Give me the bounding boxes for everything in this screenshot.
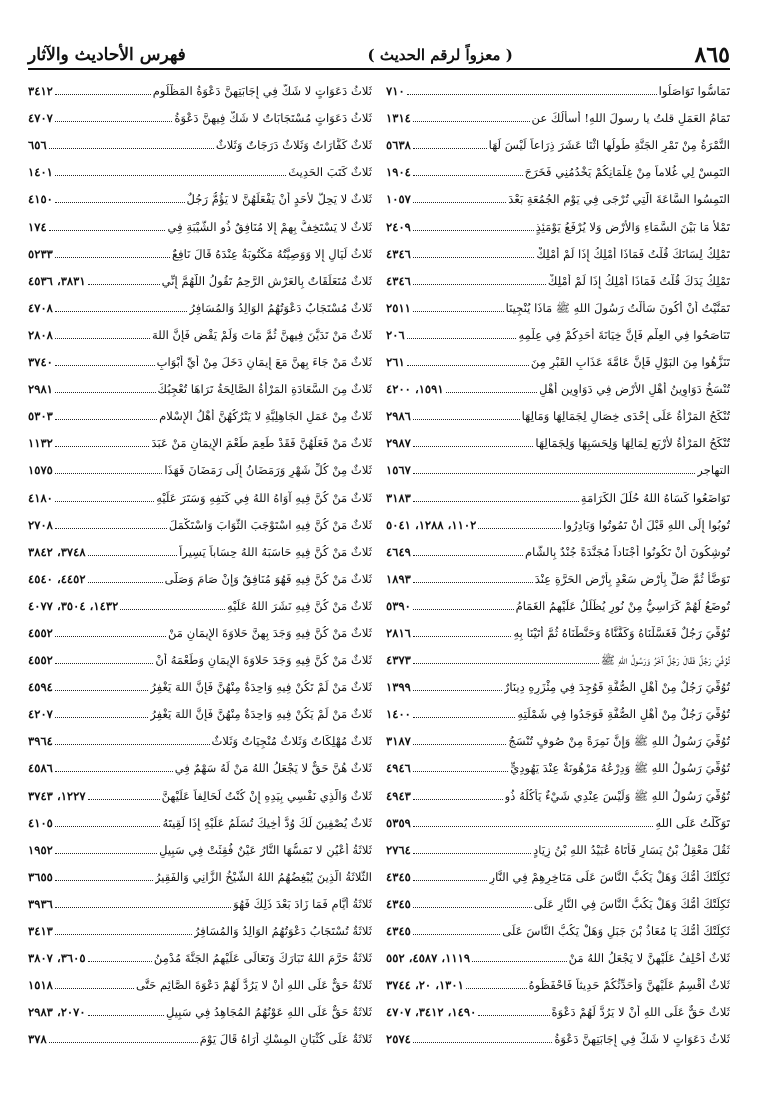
index-entry xyxy=(28,397,372,424)
index-entry xyxy=(28,939,372,966)
index-entry xyxy=(386,668,730,695)
dot-leader xyxy=(413,717,515,718)
hadith-number: ٤٥٨٦ xyxy=(28,761,53,776)
index-entry xyxy=(28,235,372,262)
hadith-incipit: ثَلاثٌ مَنْ كُنَّ فِيهِ اسْتَوْجَبَ الثَّوَابَ وَاسْتَكْمَلَ xyxy=(168,517,372,532)
hadith-incipit: تَمْلأُ مَا بَيْنَ السَّمَاءِ وَالأَرْضِ وَلا يُرْفَعُ يَوْمَئِذٍ xyxy=(535,219,730,234)
dot-leader xyxy=(472,961,567,962)
dot-leader xyxy=(413,555,523,556)
dot-leader xyxy=(55,419,157,420)
hadith-incipit: ثَلاثٌ كَفَّارَاتٌ وَثَلاثٌ دَرَجَاتٌ وَثَلاثٌ xyxy=(215,138,372,153)
hadith-incipit: ثَلاثٌ مِنْ عَمَلِ الجَاهِلِيَّةِ لا يَتْرُكُهُنَّ أَهْلُ الإِسْلامِ xyxy=(159,409,372,424)
hadith-number: ٣١٨٣ xyxy=(386,490,411,505)
hadith-number: ١٣٠١، ٢٠، ٣٧٤٤ xyxy=(386,978,464,993)
dot-leader xyxy=(413,744,506,745)
hadith-number: ٥٣٩٠ xyxy=(386,598,411,613)
dot-leader xyxy=(413,934,500,935)
hadith-number: ٤٥٥٢ xyxy=(28,625,53,640)
dot-leader xyxy=(413,799,503,800)
index-entry xyxy=(386,993,730,1020)
index-entry xyxy=(28,776,372,803)
dot-leader xyxy=(446,392,538,393)
index-entry xyxy=(386,749,730,776)
index-entry xyxy=(386,289,730,316)
dot-leader xyxy=(55,988,134,989)
index-entry xyxy=(28,533,372,560)
hadith-number: ١٠٥٧ xyxy=(386,192,411,207)
index-entry xyxy=(28,912,372,939)
index-entry xyxy=(386,858,730,885)
hadith-incipit: تُوُفِّيَ رَجُلٌ مِنْ أَهْلِ الصُّفَّةِ فَوَجَدُوا فِي شَمْلَتِهِ xyxy=(517,707,730,722)
index-entry xyxy=(28,831,372,858)
hadith-incipit: تُوضَعُ لَهُمْ كَرَاسِيُّ مِنْ نُورٍ يُظَلِّلُ عَلَيْهِمُ الغَمَامُ xyxy=(515,598,730,613)
index-entry xyxy=(386,478,730,505)
dot-leader xyxy=(55,257,170,258)
hadith-incipit: ثَلاثٌ مُسْتَجَابٌ دَعْوَتُهُمُ الوَالِدُ وَالمُسَافِرُ xyxy=(189,300,372,315)
hadith-number: ٤٣٤٥ xyxy=(386,896,411,911)
hadith-incipit: تَمَنَّيْتُ أَنْ أَكُونَ سَأَلْتُ رَسُولَ اللهِ ﷺ مَاذَا يُنْجِينَا xyxy=(505,300,730,315)
dot-leader xyxy=(55,202,185,203)
index-entry xyxy=(386,180,730,207)
dot-leader xyxy=(413,663,599,664)
hadith-incipit: ثَلاثٌ وَالَّذِي نَفْسِي بِيَدِهِ إِنْ كُنْتُ لَحَالِفاً عَلَيْهِنَّ xyxy=(161,788,372,803)
hadith-number: ٢٩٨٦ xyxy=(386,409,411,424)
dot-leader xyxy=(55,690,148,691)
hadith-incipit: تُوُفِّيَ رَجُلٌ مِنْ أَهْلِ الصُّفَّةِ فَوُجِدَ فِي مِئْزَرِهِ دِينَارٌ xyxy=(503,680,730,695)
index-entry xyxy=(28,451,372,478)
dot-leader xyxy=(55,446,149,447)
hadith-number: ٢٠٦ xyxy=(386,327,405,342)
hadith-number: ٤٣٤٥ xyxy=(386,869,411,884)
dot-leader xyxy=(55,311,187,312)
hadith-number: ٧١٠ xyxy=(386,84,405,99)
dot-leader xyxy=(55,501,154,502)
index-entry xyxy=(386,153,730,180)
index-entry xyxy=(386,641,730,668)
hadith-number: ١٤٩٠، ٣٤١٢، ٤٧٠٧ xyxy=(386,1005,477,1020)
hadith-incipit: تَنَاصَحُوا فِي العِلْمِ فَإِنَّ خِيَانَةَ أَحَدِكُمْ فِي عِلْمِهِ xyxy=(518,327,730,342)
hadith-number: ٤٧٠٧ xyxy=(28,111,53,126)
dot-leader xyxy=(49,230,166,231)
hadith-incipit: تَمْلِكُ يَدَكَ قُلْتُ فَمَاذَا أَمْلِكُ إِذَا لَمْ أَمْلِكْ xyxy=(547,273,730,288)
index-entry xyxy=(28,72,372,99)
index-entry xyxy=(28,614,372,641)
hadith-incipit: ثَلاثٌ مَنْ كُنَّ فِيهِ فَهُوَ مُنَافِقٌ وَإِنْ صَامَ وَصَلَّى xyxy=(164,571,372,586)
hadith-incipit: تَمَامُ العَمَلِ قلتُ يا رسولَ اللهِ! أَسأَلُكَ عن xyxy=(531,111,730,126)
hadith-incipit: ثَلاثٌ مَنْ كُنَّ فِيهِ آوَاهُ اللهُ فِي كَنَفِهِ وَسَتَرَ عَلَيْهِ xyxy=(156,490,372,505)
index-entry xyxy=(386,207,730,234)
dot-leader xyxy=(413,582,533,583)
hadith-incipit: تَمْلِكُ لِسَانَكَ قُلْتُ فَمَاذَا أَمْلِكُ إِذَا لَمْ أَمْلِكْ xyxy=(536,246,730,261)
hadith-number: ٤٣٤٦ xyxy=(386,273,411,288)
dot-leader xyxy=(55,473,162,474)
index-columns xyxy=(28,72,730,1072)
hadith-incipit: الثَّلاثَةُ الَّذِينَ يُبْغِضُهُمُ اللهُ الشَّيْخُ الزَّانِي وَالفَقِيرُ xyxy=(154,869,372,884)
hadith-number: ٢٠٧٠، ٢٩٨٣ xyxy=(28,1005,86,1020)
hadith-incipit: ثَلاثَةُ أَعْيُنٍ لا تَمَسُّهَا النَّارُ عَيْنٌ فُقِئَتْ فِي سَبِيلِ xyxy=(159,842,372,857)
dot-leader xyxy=(413,121,530,122)
index-entry xyxy=(28,126,372,153)
dot-leader xyxy=(88,1015,164,1016)
index-entry xyxy=(28,885,372,912)
dot-leader xyxy=(120,609,225,610)
index-entry xyxy=(386,776,730,803)
hadith-incipit: ثَكِلَتْكَ أُمُّكَ وَهَلْ يَكُبُّ النَّاسَ فِي النَّارِ عَلَى xyxy=(533,896,730,911)
hadith-number: ٣٤١٢ xyxy=(28,84,53,99)
index-entry xyxy=(28,560,372,587)
hadith-incipit: ثَقُلَ مَعْقِلُ بْنُ يَسَارٍ فَأَتَاهُ عُبَيْدُ اللهِ بْنُ زِيَادٍ xyxy=(533,842,730,857)
index-entry xyxy=(28,343,372,370)
index-entry xyxy=(386,804,730,831)
left-column xyxy=(28,72,372,1072)
dot-leader xyxy=(478,1015,549,1016)
dot-leader xyxy=(413,257,534,258)
dot-leader xyxy=(413,284,546,285)
hadith-number: ٥٦٣٨ xyxy=(386,138,411,153)
hadith-number: ١٤٠٠ xyxy=(386,707,411,722)
dot-leader xyxy=(413,853,531,854)
hadith-incipit: ثَلاثٌ مَنْ كُنَّ فِيهِ وَجَدَ حَلاوَةَ الإِيمَانِ وَطَعْمَهُ أَنْ xyxy=(155,653,372,668)
index-entry xyxy=(386,506,730,533)
hadith-incipit: ثَلاثَةٌ عَلَى كُثْبَانِ المِسْكِ أُرَاهُ قَالَ يَوْمَ xyxy=(199,1032,372,1047)
hadith-number: ٥٣٠٣ xyxy=(28,409,53,424)
hadith-number: ١٩٥٢ xyxy=(28,842,53,857)
hadith-number: ١٤٣٢، ٣٥٠٤، ٤٠٧٧ xyxy=(28,598,119,613)
hadith-number: ٣٩٣٦ xyxy=(28,896,53,911)
index-entry xyxy=(386,451,730,478)
dot-leader xyxy=(413,311,504,312)
dot-leader xyxy=(88,555,177,556)
hadith-incipit: تُوُفِّيَ رَسُولُ اللهِ ﷺ وَلَيْسَ عِنْدِي شَيْءٌ يَأْكُلُهُ ذُو xyxy=(504,788,730,803)
hadith-number: ٣٦٠٥، ٣٨٠٧ xyxy=(28,951,86,966)
hadith-number: ١٣٩٩ xyxy=(386,680,411,695)
dot-leader xyxy=(88,582,163,583)
index-entry xyxy=(28,207,372,234)
dot-leader xyxy=(55,717,148,718)
hadith-number: ٣٩٦٤ xyxy=(28,734,53,749)
dot-leader xyxy=(55,771,173,772)
hadith-incipit: ثَلاثُ دَعَوَاتٍ مُسْتَجَابَاتٌ لا شَكَّ فِيهِنَّ دَعْوَةُ xyxy=(174,111,372,126)
hadith-number: ١١٠٢، ١٢٨٨، ٥٠٤١ xyxy=(386,517,477,532)
hadith-incipit: ثَلاثَةٌ حَرَّمَ اللهُ تَبَارَكَ وَتَعَالَى عَلَيْهِمُ الجَنَّةَ مُدْمِنُ xyxy=(153,951,372,966)
hadith-incipit: التَمِسْ لِي غُلاماً مِنْ غِلْمَانِكُمْ يَخْدُمُنِي فَخَرَجَ xyxy=(524,165,730,180)
dot-leader xyxy=(413,175,523,176)
index-entry xyxy=(28,1020,372,1047)
index-entry xyxy=(386,533,730,560)
hadith-number: ٤٦٤٩ xyxy=(386,544,411,559)
right-column xyxy=(386,72,730,1072)
hadith-incipit: ثَلاثٌ مَنْ تَدَيَّنَ فِيهِنَّ ثُمَّ مَاتَ وَلَمْ يَقْضِ فَإِنَّ اللهَ xyxy=(152,327,372,342)
hadith-number: ٣٨٣١، ٤٥٣٦ xyxy=(28,273,86,288)
index-entry xyxy=(386,235,730,262)
hadith-number: ٢٥٧٤ xyxy=(386,1032,411,1047)
index-entry xyxy=(28,180,372,207)
index-entry xyxy=(28,804,372,831)
dot-leader xyxy=(413,501,579,502)
hadith-number: ٢٩٨٧ xyxy=(386,436,411,451)
index-entry xyxy=(28,966,372,993)
index-entry xyxy=(386,1020,730,1047)
hadith-incipit: التَمِسُوا السَّاعَةَ الَّتِي تُرْجَى فِي يَوْمِ الجُمُعَةِ بَعْدَ xyxy=(508,192,730,207)
index-entry xyxy=(28,587,372,614)
dot-leader xyxy=(55,121,173,122)
hadith-incipit: ثَلاثَةٌ حَقٌّ عَلَى اللهِ أَنْ لا يَرُدَّ لَهُمْ دَعْوَةَ الصَّائِمِ حَتَّى xyxy=(136,978,372,993)
hadith-number: ٢٦١ xyxy=(386,355,405,370)
hadith-number: ٤٤٥٢، ٤٥٤٠ xyxy=(28,571,86,586)
index-entry xyxy=(386,939,730,966)
dot-leader xyxy=(413,1042,552,1043)
dot-leader xyxy=(413,907,532,908)
dot-leader xyxy=(413,771,508,772)
index-entry xyxy=(386,126,730,153)
hadith-incipit: ثَلاثٌ مَنْ كُنَّ فِيهِ حَاسَبَهُ اللهُ حِسَاباً يَسِيراً xyxy=(179,544,372,559)
hadith-number: ١٥١٨ xyxy=(28,978,53,993)
index-entry xyxy=(386,966,730,993)
hadith-number: ٢٤٠٩ xyxy=(386,219,411,234)
hadith-number: ٤٢٠٧ xyxy=(28,707,53,722)
hadith-incipit: ثَلاثٌ مَنْ لَمْ يَكُنْ فِيهِ وَاحِدَةٌ مِنْهُنَّ فَإِنَّ اللهَ يَغْفِرُ xyxy=(150,707,372,722)
index-entry xyxy=(28,695,372,722)
hadith-number: ١٢٢٧، ٣٧٤٣ xyxy=(28,788,86,803)
hadith-incipit: تُنْكَحُ المَرْأَةُ عَلَى إِحْدَى خِصَالٍ لِجَمَالِهَا وَمَالِهَا xyxy=(521,409,730,424)
hadith-number: ٢٨٠٨ xyxy=(28,327,53,342)
hadith-number: ٢٨١٦ xyxy=(386,625,411,640)
page-number: ٨٦٥ xyxy=(694,42,730,68)
hadith-incipit: ثَلاثٌ مُهْلِكَاتٌ وَثَلاثٌ مُنْجِيَاتٌ وَثَلاثٌ xyxy=(211,734,372,749)
hadith-incipit: تَنَزَّهُوا مِنَ البَوْلِ فَإِنَّ عَامَّةَ عَذَابِ القَبْرِ مِنَ xyxy=(530,355,730,370)
hadith-incipit: ثَلاثٌ حَقٌّ عَلَى اللهِ أَنْ لا يَرُدَّ لَهُمْ دَعْوَةً xyxy=(551,1005,730,1020)
dot-leader xyxy=(55,94,151,95)
dot-leader xyxy=(55,663,153,664)
index-entry xyxy=(28,722,372,749)
hadith-incipit: تُنْكَحُ المَرْأَةُ لأَرْبَعٍ لِمَالِهَا وَلِحَسَبِهَا وَلِجَمَالِهَا xyxy=(535,436,730,451)
dot-leader xyxy=(407,338,517,339)
hadith-number: ٤٩٤٦ xyxy=(386,761,411,776)
dot-leader xyxy=(413,148,487,149)
hadith-number: ٣٤١٣ xyxy=(28,924,53,938)
dot-leader xyxy=(49,148,214,149)
hadith-incipit: ثَلاثٌ كَتَبَ الحَدِيثَ xyxy=(288,165,372,180)
index-entry xyxy=(28,316,372,343)
index-entry xyxy=(386,560,730,587)
hadith-number: ٥٢٣٣ xyxy=(28,246,53,261)
hadith-number: ٢٩٨١ xyxy=(28,382,53,397)
hadith-incipit: ثَكِلَتْكَ أُمُّكَ يَا مُعَاذُ بْنَ جَبَلٍ وَهَلْ يَكُبُّ النَّاسَ عَلَى xyxy=(502,924,730,938)
hadith-incipit: ثَلاثُ لَيَالٍ إِلا وَوَصِيَّتُهُ مَكْتُوبَةٌ عِنْدَهُ قَالَ نَافِعٌ xyxy=(171,246,372,261)
hadith-incipit: ثَلاثٌ مَنْ لَمْ تَكُنْ فِيهِ وَاحِدَةٌ مِنْهُنَّ فَإِنَّ اللهَ يَغْفِرُ xyxy=(150,680,372,695)
index-entry xyxy=(28,370,372,397)
hadith-incipit: تُوشِكُونَ أَنْ تَكُونُوا أَجْنَاداً مُجَنَّدَةً جُنْدٌ بِالشَّامِ xyxy=(525,544,730,559)
index-entry xyxy=(28,749,372,776)
hadith-incipit: تُوُفِّيَ رَسُولُ اللهِ ﷺ وَدِرْعُهُ مَرْهُونَةٌ عِنْدَ يَهُودِيٍّ xyxy=(510,761,730,776)
hadith-number: ٤٣٤٦ xyxy=(386,246,411,261)
hadith-number: ١٣١٤ xyxy=(386,111,411,126)
hadith-number: ١٤٠١ xyxy=(28,165,53,180)
hadith-incipit: ثَلاثٌ مَنْ كُنَّ فِيهِ وَجَدَ بِهِنَّ حَلاوَةَ الإِيمَانِ مَنْ xyxy=(167,625,372,640)
hadith-incipit: ثَلاثَةٌ تُسْتَجَابُ دَعْوَتُهُمُ الوَالِدُ وَالمُسَافِرُ xyxy=(193,924,372,938)
page-header xyxy=(28,42,730,68)
hadith-number: ١٨٩٣ xyxy=(386,571,411,586)
index-entry xyxy=(28,153,372,180)
dot-leader xyxy=(413,609,514,610)
header-rule xyxy=(28,68,730,70)
hadith-number: ٤١٨٠ xyxy=(28,490,53,505)
index-entry xyxy=(386,72,730,99)
hadith-number: ٥٣٥٩ xyxy=(386,815,411,830)
hadith-incipit: ثَلاثٌ مَنْ كُنَّ فِيهِ نَشَرَ اللهُ عَلَيْهِ xyxy=(226,598,372,613)
index-entry xyxy=(28,424,372,451)
hadith-incipit: ثَلاثٌ يُصْفِينَ لَكَ وُدَّ أَخِيكَ تُسَلِّمُ عَلَيْهِ إِذَا لَقِيتَهُ xyxy=(162,815,372,830)
dot-leader xyxy=(49,1042,198,1043)
hadith-number: ٣٦٥٥ xyxy=(28,869,53,884)
index-entry xyxy=(386,316,730,343)
dot-leader xyxy=(466,988,527,989)
dot-leader xyxy=(413,202,506,203)
index-entry xyxy=(28,641,372,668)
hadith-incipit: ثَلاثٌ مَنْ فَعَلَهُنَّ فَقَدْ طَعِمَ طَعْمَ الإِيمَانِ مَنْ عَبَدَ xyxy=(151,436,372,451)
hadith-incipit: ثَلاثٌ أُقْسِمُ عَلَيْهِنَّ وَأُحَدِّثُكُمْ حَدِيثاً فَاحْفَظُوهُ xyxy=(528,978,730,993)
dot-leader xyxy=(55,365,155,366)
hadith-number: ٤٧٠٨ xyxy=(28,300,53,315)
index-entry xyxy=(386,424,730,451)
hadith-number: ٤٣٤٥ xyxy=(386,924,411,938)
hadith-incipit: ثَكِلَتْكَ أُمُّكَ وَهَلْ يَكُبُّ النَّاسَ عَلَى مَنَاخِرِهِمْ فِي النَّارِ xyxy=(489,869,730,884)
hadith-number: ٤٥٥٢ xyxy=(28,653,53,668)
dot-leader xyxy=(55,880,153,881)
hadith-number: ١٩٠٤ xyxy=(386,165,411,180)
hadith-incipit: تُوبُوا إِلَى اللهِ قَبْلَ أَنْ تَمُوتُوا وَبَادِرُوا xyxy=(563,517,730,532)
index-title: فهرس الأحاديث والآثار xyxy=(28,45,186,65)
hadith-incipit: ثَلاثٌ أَحْلِفُ عَلَيْهِنَّ لا يَجْعَلُ اللهُ مَنْ xyxy=(568,951,730,966)
index-entry xyxy=(386,343,730,370)
hadith-number: ١١١٩، ٤٥٨٧، ٥٥٢ xyxy=(386,951,471,966)
hadith-incipit: تَمَاسُّوا تَوَاصَلُوا xyxy=(658,84,730,99)
index-entry xyxy=(28,262,372,289)
hadith-incipit: تُنْسَخُ دَوَاوِينُ أَهْلِ الأَرْضِ فِي دَوَاوِينِ أَهْلِ xyxy=(539,382,730,397)
hadith-number: ١٥٦٧ xyxy=(386,463,411,478)
hadith-incipit: ثَلاثٌ مِنَ السَّعَادَةِ المَرْأَةُ الصَّالِحَةُ تَرَاهَا تُعْجِبُكَ xyxy=(157,382,372,397)
hadith-incipit: ثَلاثٌ مِنْ كُلِّ شَهْرٍ وَرَمَضَانُ إِلَى رَمَضَانَ فَهَذَا xyxy=(164,463,372,478)
hadith-number: ٦٥٦ xyxy=(28,138,47,153)
dot-leader xyxy=(55,826,161,827)
hadith-incipit: ثَلاثٌ لا يَحِلُّ لأَحَدٍ أَنْ يَفْعَلَهُنَّ لا يَؤُمُّ رَجُلٌ xyxy=(186,192,372,207)
dot-leader xyxy=(407,94,657,95)
hadith-incipit: التَّمْرَةُ مِنْ تَمْرِ الجَنَّةِ طُولُها اثْنَا عَشَرَ ذِرَاعاً لَيْسَ لَهَا xyxy=(488,138,730,153)
dot-leader xyxy=(88,284,160,285)
hadith-incipit: تُوُفِّيَ رَجُلٌ فَقَالَ رَجُلٌ آخَرُ وَرَسُولُ اللهِ ﷺ xyxy=(600,653,730,668)
index-entry xyxy=(28,99,372,126)
index-entry xyxy=(386,912,730,939)
hadith-number: ١٥٧٥ xyxy=(28,463,53,478)
hadith-number: ٤١٠٥ xyxy=(28,815,53,830)
dot-leader xyxy=(88,961,152,962)
index-entry xyxy=(28,289,372,316)
hadith-incipit: تَوَكَّلْتُ عَلَى اللهِ xyxy=(655,815,730,830)
dot-leader xyxy=(478,528,561,529)
index-entry xyxy=(386,397,730,424)
hadith-number: ٤٥٩٤ xyxy=(28,680,53,695)
hadith-number: ٤٩٤٣ xyxy=(386,788,411,803)
hadith-number: ١٧٤ xyxy=(28,219,47,234)
index-entry xyxy=(28,668,372,695)
index-entry xyxy=(28,478,372,505)
hadith-number: ٣٧٤٠ xyxy=(28,355,53,370)
hadith-incipit: ثَلاثٌ مُتَعَلِّقَاتٌ بِالعَرْشِ الرَّحِمُ تَقُولُ اللَّهُمَّ إِنِّي xyxy=(161,273,372,288)
index-entry xyxy=(386,614,730,641)
dot-leader xyxy=(413,636,512,637)
index-entry xyxy=(386,885,730,912)
index-entry xyxy=(386,262,730,289)
index-entry xyxy=(28,506,372,533)
dot-leader xyxy=(413,690,502,691)
dot-leader xyxy=(55,636,166,637)
hadith-incipit: تُوُفِّيَ رَسُولُ اللهِ ﷺ وَإِنَّ نَمِرَةً مِنْ صُوفٍ تُنْسَجُ xyxy=(508,734,730,749)
hadith-number: ٤١٥٠ xyxy=(28,192,53,207)
hadith-incipit: ثَلاثُ دَعَوَاتٍ لا شَكَّ فِي إِجَابَتِهِنَّ دَعْوَةُ المَظْلُومِ xyxy=(152,84,372,99)
hadith-number: ٣٧٨ xyxy=(28,1032,47,1047)
hadith-incipit: تَوَضَّأْ ثُمَّ صَلِّ بِأَرْضِ سَعْدٍ بِأَرْضِ الحَرَّةِ عِنْدَ xyxy=(534,571,730,586)
header-subtitle: ( معزواً لرقم الحديث ) xyxy=(367,46,513,64)
hadith-number: ١١٣٢ xyxy=(28,436,53,451)
hadith-incipit: تُوُفِّيَ رَجُلٌ فَغَسَّلْنَاهُ وَكَفَّنَّاهُ وَحَنَّطْنَاهُ ثُمَّ أَتَيْنَا بِهِ xyxy=(513,625,730,640)
hadith-incipit: تَوَاضَعُوا كَسَاهُ اللهُ حُلَلَ الكَرَامَةِ xyxy=(580,490,730,505)
dot-leader xyxy=(55,907,231,908)
hadith-incipit: ثَلاثٌ هُنَّ حَقٌّ لا يَجْعَلُ اللهُ مَنْ لَهُ سَهْمٌ فِي xyxy=(174,761,372,776)
index-entry xyxy=(386,695,730,722)
index-entry xyxy=(28,858,372,885)
dot-leader xyxy=(55,175,286,176)
dot-leader xyxy=(413,826,654,827)
dot-leader xyxy=(413,230,534,231)
index-entry xyxy=(28,993,372,1020)
dot-leader xyxy=(55,338,150,339)
hadith-number: ٢٧٠٨ xyxy=(28,517,53,532)
hadith-number: ٣١٨٧ xyxy=(386,734,411,749)
dot-leader xyxy=(88,799,160,800)
hadith-incipit: ثَلاثَةُ أَيَّامٍ فَمَا زَادَ بَعْدَ ذَلِكَ فَهُوَ xyxy=(233,896,372,911)
dot-leader xyxy=(407,365,529,366)
index-entry xyxy=(386,722,730,749)
hadith-number: ١٥٩١، ٤٢٠٠ xyxy=(386,382,444,397)
hadith-incipit: ثَلاثُ دَعَوَاتٍ لا شَكَّ فِي إِجَابَتِهِنَّ دَعْوَةُ xyxy=(554,1032,730,1047)
dot-leader xyxy=(413,880,488,881)
dot-leader xyxy=(413,473,695,474)
index-entry xyxy=(386,831,730,858)
hadith-number: ٤٣٧٣ xyxy=(386,653,411,668)
dot-leader xyxy=(55,744,210,745)
index-entry xyxy=(386,370,730,397)
hadith-incipit: التهاجر xyxy=(697,463,730,478)
dot-leader xyxy=(413,419,520,420)
hadith-number: ٢٧٦٤ xyxy=(386,842,411,857)
dot-leader xyxy=(55,392,156,393)
dot-leader xyxy=(55,934,192,935)
hadith-number: ٢٥١١ xyxy=(386,300,411,315)
index-entry xyxy=(386,99,730,126)
dot-leader xyxy=(413,446,534,447)
dot-leader xyxy=(55,853,157,854)
hadith-incipit: ثَلاثَةٌ حَقٌّ عَلَى اللهِ عَوْنُهُمُ المُجَاهِدُ فِي سَبِيلِ xyxy=(165,1005,372,1020)
hadith-incipit: ثَلاثٌ لا يَسْتَخِفُّ بِهِمْ إِلا مُنَافِقٌ ذُو الشَّيْبَةِ فِي xyxy=(167,219,372,234)
hadith-number: ٣٧٤٨، ٣٨٤٢ xyxy=(28,544,86,559)
index-entry xyxy=(386,587,730,614)
hadith-incipit: ثَلاثٌ مَنْ جَاءَ بِهِنَّ مَعَ إِيمَانٍ دَخَلَ مِنْ أَيِّ أَبْوَابِ xyxy=(156,355,372,370)
dot-leader xyxy=(55,528,167,529)
